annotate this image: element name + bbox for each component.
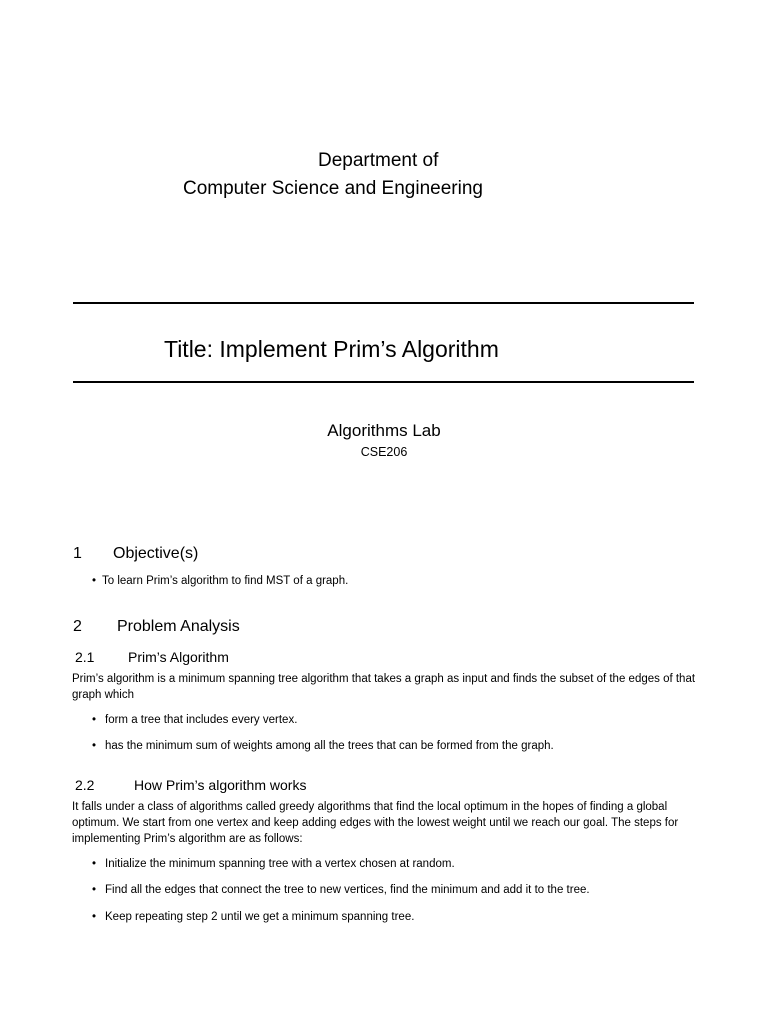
subsection-2-2-number: 2.2 [75,777,95,793]
course-code: CSE206 [360,445,408,459]
prims-bullet-2: has the minimum sum of weights among all the trees that can be formed from the graph. [105,740,554,752]
section-2-heading: Problem Analysis [117,618,240,635]
department-line-1: Department of [318,150,439,171]
prims-paragraph: Prim’s algorithm is a minimum spanning tree algorithm that takes a graph as input and finds the subset of the edges of that graph which [72,673,696,701]
bullet-marker: • [92,575,97,587]
bullet-marker: • [92,714,97,726]
bullet-marker: • [92,911,97,923]
subsection-2-1-number: 2.1 [75,649,95,665]
steps-bullet-1: Initialize the minimum spanning tree with a vertex chosen at random. [105,858,455,870]
steps-bullet-3: Keep repeating step 2 until we get a minimum spanning tree. [105,911,415,923]
title-rule-top [73,302,694,304]
title-rule-bottom [73,381,694,383]
subsection-2-2-heading: How Prim’s algorithm works [134,777,307,793]
section-1-heading: Objective(s) [113,545,199,562]
bullet-marker: • [92,858,97,870]
how-it-works-paragraph: It falls under a class of algorithms called greedy algorithms that find the local optimum in the hopes of finding a global optimum. We start from one vertex and keep adding edges with the lowest weight until we reach our goal. The steps for implementing Prim’s algorithm are as follows: [72,801,679,845]
steps-bullet-2: Find all the edges that connect the tree to new vertices, find the minimum and add it to the tree. [105,884,590,896]
section-2-number: 2 [73,618,82,635]
objective-bullet-1: To learn Prim’s algorithm to find MST of a graph. [102,575,349,587]
prims-bullet-1: form a tree that includes every vertex. [105,714,298,726]
course-name: Algorithms Lab [327,421,441,440]
department-line-2: Computer Science and Engineering [183,178,483,199]
bullet-marker: • [92,740,97,752]
bullet-marker: • [92,884,97,896]
subsection-2-1-heading: Prim’s Algorithm [128,649,229,665]
document-title: Title: Implement Prim’s Algorithm [164,336,499,362]
section-1-number: 1 [73,545,82,562]
